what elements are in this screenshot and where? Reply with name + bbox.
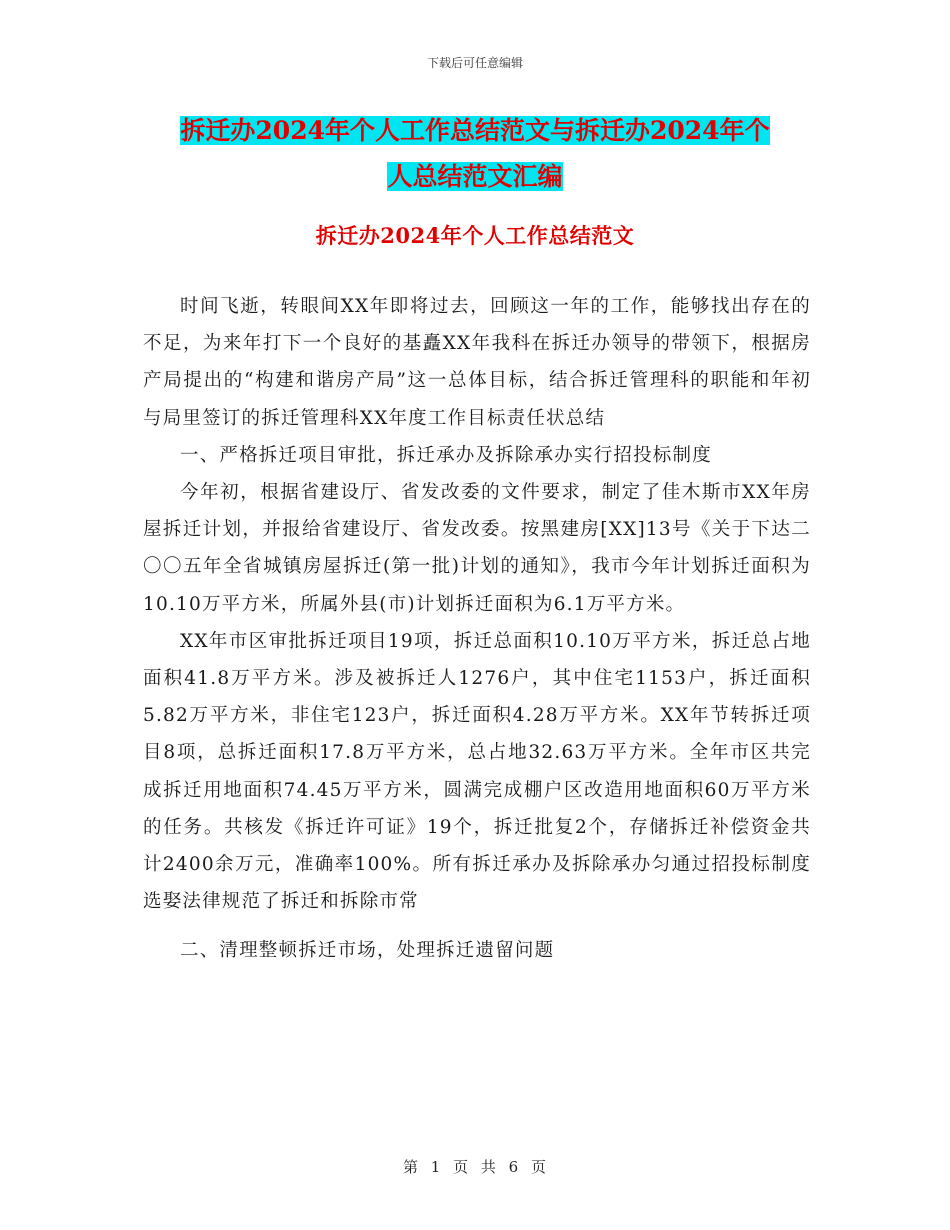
document-title	[140, 108, 810, 200]
page-footer: 第 1 页 共 6 页	[403, 1158, 547, 1176]
document-body	[143, 288, 811, 970]
paragraph: 今年初，根据省建设厅、省发改委的文件要求，制定了佳木斯市XX年房屋拆迁计划，并报给省建设厅、省发改委。按黑建房[XX]13号《关于下达二〇〇五年全省城镇房屋拆迁(第一批)计划的通知》，我市今年计划拆迁面积为10.10万平方米，所属外县(市)计划拆迁面积为6.1万平方米。	[143, 482, 811, 615]
paragraph: XX年市区审批拆迁项目19项，拆迁总面积10.10万平方米，拆迁总占地面积41.8万平方米。涉及被拆迁人1276户，其中住宅1153户，拆迁面积5.82万平方米，非住宅123户，拆迁面积4.28万平方米。XX年节转拆迁项目8项，总拆迁面积17.8万平方米，总占地32.63万平方米。全年市区共完成拆迁用地面积74.45万平方米，圆满完成棚户区改造用地面积60万平方米的任务。共核发《拆迁许可证》19个，拆迁批复2个，存储拆迁补偿资金共计2400余万元，准确率100%。所有拆迁承办及拆除承办匀通过招投标制度选娶法律规范了拆迁和拆除市常	[143, 630, 811, 913]
paragraph-heading: 二、清理整顿拆迁市场，处理拆迁遗留问题	[180, 940, 555, 962]
paragraph: 时间飞逝，转眼间XX年即将过去，回顾这一年的工作，能够找出存在的不足，为来年打下一个良好的基矗XX年我科在拆迁办领导的带领下，根据房产局提出的“构建和谐房产局”这一总体目标，结合拆迁管理科的职能和年初与局里签订的拆迁管理科XX年度工作目标责任状总结	[143, 296, 811, 429]
header-note: 下载后可任意编辑	[426, 56, 523, 70]
document-title-line1: 拆迁办2024年个人工作总结范文与拆迁办2024年个	[180, 116, 770, 145]
document-title-line2: 人总结范文汇编	[387, 162, 563, 191]
paragraph-heading: 一、严格拆迁项目审批，拆迁承办及拆除承办实行招投标制度	[180, 444, 712, 466]
section-title: 拆迁办2024年个人工作总结范文	[315, 223, 635, 248]
